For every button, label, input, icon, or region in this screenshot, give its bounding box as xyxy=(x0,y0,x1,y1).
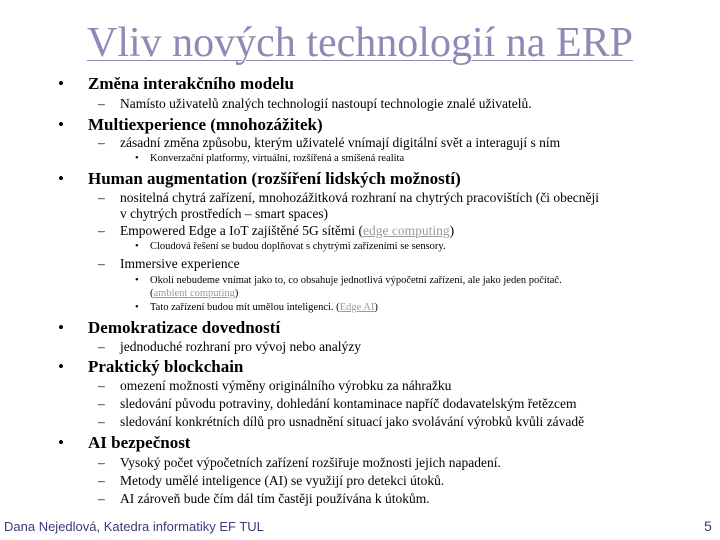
sub-bullet-text: sledování původu potraviny, dohledání kontaminace napříč dodavatelským řetězcem xyxy=(120,396,577,411)
sub-sub-bullet-text: Cloudová řešení se budou doplňovat s chytrými zařízeními se sensory. xyxy=(150,241,446,252)
bullet-text: Demokratizace dovedností xyxy=(88,318,281,337)
dash-marker: – xyxy=(98,96,105,111)
bullet-text: Human augmentation (rozšíření lidských možností) xyxy=(88,169,461,188)
sub-bullet-text: omezení možnosti výměny originálního výrobku za náhražku xyxy=(120,378,452,393)
sub-bullet-text: nositelná chytrá zařízení, mnohozážitková rozhraní na chytrých pracovištích (či obecněji xyxy=(120,190,600,205)
paren-close: ) xyxy=(234,288,239,299)
sub-sub-bullet-text-post: ) xyxy=(374,302,378,313)
sub-sub-bullet-text-pre: Tato zařízení budou mít umělou inteligenci. ( xyxy=(150,302,340,313)
sub-bullet-text: Immersive experience xyxy=(120,256,240,271)
sub-bullet-text: Namísto uživatelů znalých technologií nastoupí technologie znalé uživatelů. xyxy=(120,96,532,111)
edge-ai-link[interactable]: Edge AI xyxy=(339,302,375,313)
sub-bullet-text: Vysoký počet výpočetních zařízení rozšiřuje možnosti jejich napadení. xyxy=(120,455,501,470)
bullet-marker: • xyxy=(135,302,139,313)
dash-marker: – xyxy=(98,473,105,488)
sub-sub-bullet-text: Konverzační platformy, virtuální, rozšířená a smíšená realita xyxy=(150,153,405,164)
dash-marker: – xyxy=(98,491,105,506)
dash-marker: – xyxy=(98,339,105,354)
sub-bullet-text: zásadní změna způsobu, kterým uživatelé vnímají digitální svět a interagují s ním xyxy=(120,135,561,150)
sub-bullet-text: jednoduché rozhraní pro vývoj nebo analýzy xyxy=(120,339,362,354)
sub-bullet-text xyxy=(120,223,454,239)
bullet-marker: • xyxy=(58,318,64,337)
sub-bullet-text: sledování konkrétních dílů pro usnadnění situací jako svolávání výrobků kvůli závadě xyxy=(120,414,585,429)
ambient-computing-link[interactable]: ambient computing xyxy=(153,288,235,299)
sub-sub-bullet-text: Okolí nebudeme vnímat jako to, co obsahuje jednotlivá výpočetní zařízení, ale jako jeden počítač. xyxy=(150,275,562,286)
dash-marker: – xyxy=(98,414,105,429)
bullet-marker: • xyxy=(135,275,139,286)
page-number: 5 xyxy=(704,518,712,534)
bullet-marker: • xyxy=(58,74,64,93)
dash-marker: – xyxy=(98,396,105,411)
bullet-marker: • xyxy=(58,433,64,452)
dash-marker: – xyxy=(98,455,105,470)
bullet-marker: • xyxy=(58,115,64,134)
edge-computing-link[interactable]: edge computing xyxy=(363,223,450,238)
bullet-marker: • xyxy=(58,169,64,188)
bullet-text: AI bezpečnost xyxy=(88,433,191,452)
bullet-text: Multiexperience (mnohozážitek) xyxy=(88,115,323,134)
sub-bullet-text: AI zároveň bude čím dál tím častěji používána k útokům. xyxy=(120,491,430,506)
slide-title: Vliv nových technologií na ERP xyxy=(87,20,633,66)
dash-marker: – xyxy=(98,256,105,271)
bullet-marker: • xyxy=(135,241,139,252)
sub-bullet-text-post: ) xyxy=(449,223,455,238)
paren-open: ( xyxy=(150,288,154,299)
sub-sub-bullet-text xyxy=(150,288,238,299)
footer-author: Dana Nejedlová, Katedra informatiky EF TUL xyxy=(4,519,264,534)
bullet-text: Změna interakčního modelu xyxy=(88,74,294,93)
sub-bullet-text-pre: Empowered Edge a IoT zajištěné 5G sítěmi ( xyxy=(120,223,364,238)
dash-marker: – xyxy=(98,223,105,238)
dash-marker: – xyxy=(98,378,105,393)
dash-marker: – xyxy=(98,135,105,150)
bullet-text: Praktický blockchain xyxy=(88,357,244,376)
sub-sub-bullet-text xyxy=(150,302,378,313)
sub-bullet-text: Metody umělé inteligence (AI) se využijí pro detekci útoků. xyxy=(120,473,445,488)
sub-bullet-text: v chytrých prostředích – smart spaces) xyxy=(120,206,329,221)
bullet-marker: • xyxy=(135,153,139,164)
bullet-marker: • xyxy=(58,357,64,376)
dash-marker: – xyxy=(98,190,105,205)
